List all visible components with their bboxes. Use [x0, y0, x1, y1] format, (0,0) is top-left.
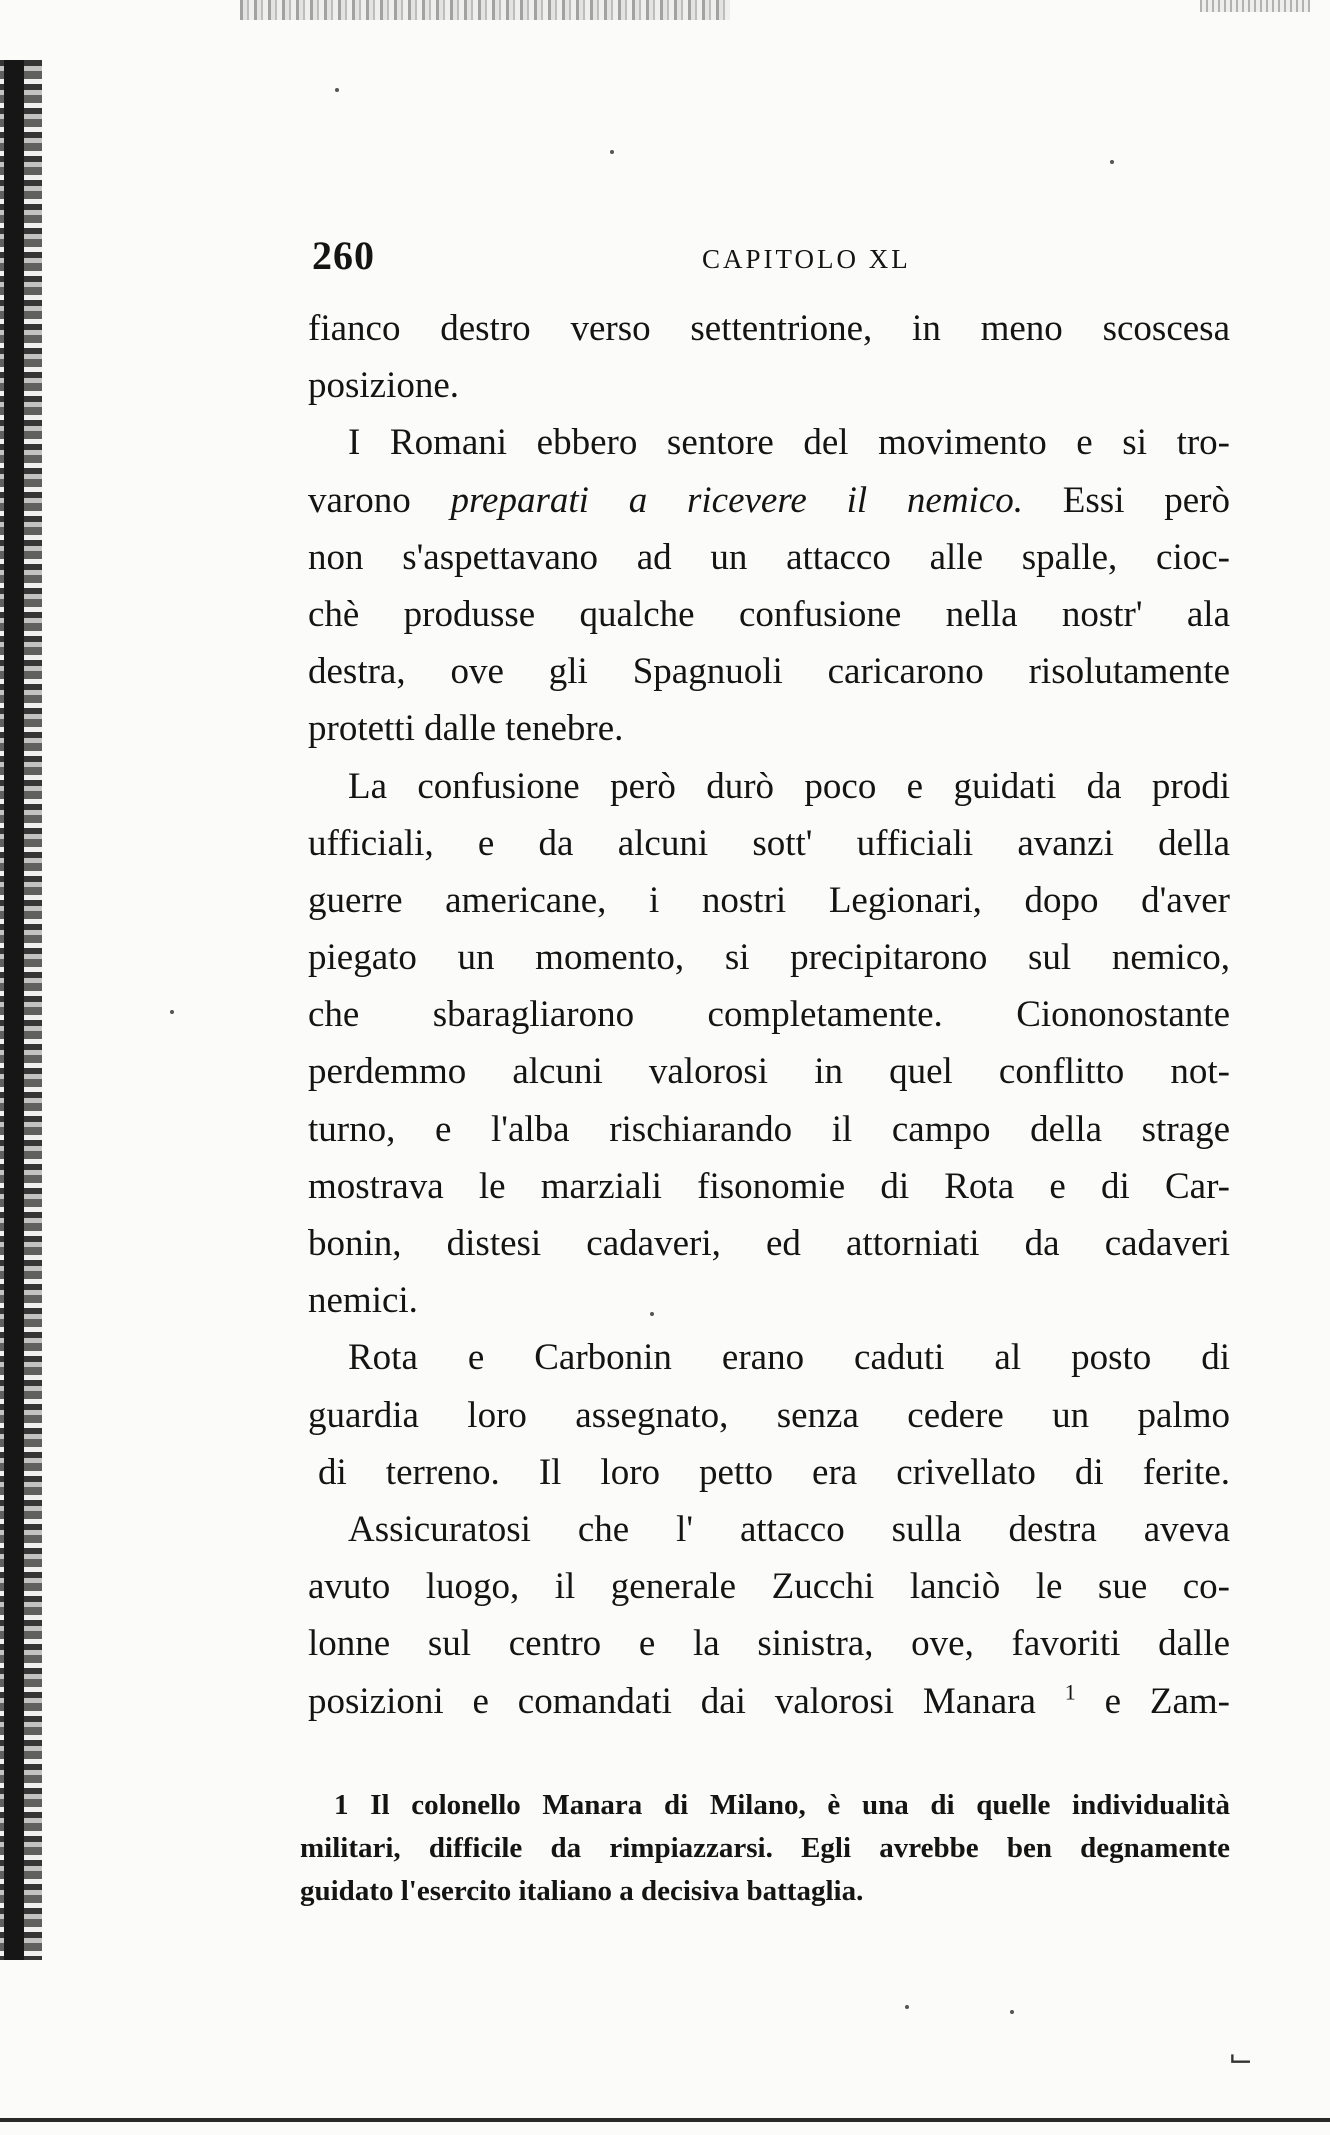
- scan-speck: [335, 88, 339, 92]
- scan-speck: [1010, 2010, 1014, 2014]
- footnote: [300, 1784, 1230, 1913]
- text-line: di terreno. Il loro petto era crivellato di ferite.: [318, 1451, 1230, 1493]
- chapter-title: CAPITOLO XL: [702, 244, 911, 274]
- running-header: [312, 232, 1232, 280]
- scan-speck: [905, 2005, 909, 2009]
- italic-phrase: preparati a ricevere il nemico.: [450, 479, 1024, 521]
- text-line: perdemmo alcuni valorosi in quel conflitto not-: [308, 1051, 1230, 1093]
- scan-noise-top: [240, 0, 730, 20]
- scan-speck: [170, 1010, 174, 1014]
- text-line: guerre americane, i nostri Legionari, dopo d'aver: [308, 879, 1230, 921]
- page-number: 260: [312, 233, 375, 278]
- text-line: guardia loro assegnato, senza cedere un palmo: [308, 1394, 1230, 1436]
- scan-speck: [610, 150, 614, 154]
- text-line: bonin, distesi cadaveri, ed attorniati da cadaveri: [308, 1223, 1230, 1264]
- scan-speck: [1110, 160, 1114, 164]
- scan-noise-top-right: [1200, 0, 1310, 12]
- text-line: destra, ove gli Spagnuoli caricarono risolutamente: [308, 651, 1230, 693]
- text-line: La confusione però durò poco e guidati da prodi: [348, 765, 1230, 807]
- text-line: che sbaragliarono completamente. Ciononostante: [308, 994, 1230, 1036]
- text-line: avuto luogo, il generale Zucchi lanciò le sue co-: [308, 1566, 1230, 1608]
- body-text: [308, 300, 1230, 1730]
- footnote-line: [300, 1784, 1230, 1827]
- text-line: Assicuratosi che l' attacco sulla destra aveva: [348, 1508, 1230, 1550]
- text-line: piegato un momento, si precipitarono sul nemico,: [308, 937, 1230, 979]
- text-line: fianco destro verso settentrione, in meno scoscesa: [308, 308, 1230, 349]
- footnote-text: Il colonello Manara di Milano, è una di quelle individualità: [370, 1789, 1230, 1821]
- text-line: chè produsse qualche confusione nella nostr' ala: [308, 593, 1230, 635]
- text-line: ufficiali, e da alcuni sott' ufficiali avanzi della: [308, 822, 1230, 864]
- scan-corner-mark: ⌙: [1228, 2041, 1254, 2074]
- text-line: lonne sul centro e la sinistra, ove, favoriti dalle: [308, 1623, 1230, 1665]
- text-line: [308, 1673, 1230, 1730]
- text-line: [308, 414, 1230, 471]
- scan-binding-shadow: [4, 60, 24, 1960]
- scan-bottom-edge: [0, 2118, 1330, 2122]
- text-line: nemici.: [308, 1280, 418, 1322]
- text-fragment: posizioni e comandati dai valorosi Manara: [308, 1680, 1036, 1722]
- text-line: mostrava le marziali fisonomie di Rota e di Car-: [308, 1165, 1230, 1207]
- footnote-reference: 1: [1064, 1679, 1076, 1705]
- text-fragment: e Zam-: [1104, 1680, 1230, 1722]
- text-line: Rota e Carbonin erano caduti al posto di: [348, 1337, 1230, 1379]
- text-fragment: Essi però: [1062, 479, 1230, 521]
- text-line: turno, e l'alba rischiarando il campo della strage: [308, 1108, 1230, 1150]
- text-line: posizione.: [308, 365, 460, 407]
- text-fragment: varono: [308, 479, 411, 521]
- footnote-line: guidato l'esercito italiano a decisiva battaglia.: [300, 1875, 864, 1907]
- footnote-marker: 1: [334, 1789, 349, 1821]
- text-line: [308, 472, 1230, 529]
- text-line: protetti dalle tenebre.: [308, 708, 624, 750]
- text-line: non s'aspettavano ad un attacco alle spalle, cioc-: [308, 536, 1230, 578]
- text-fragment: I Romani ebbero sentore del movimento e si tro-: [348, 422, 1230, 464]
- footnote-line: militari, difficile da rimpiazzarsi. Egli avrebbe ben degnamente: [300, 1832, 1230, 1864]
